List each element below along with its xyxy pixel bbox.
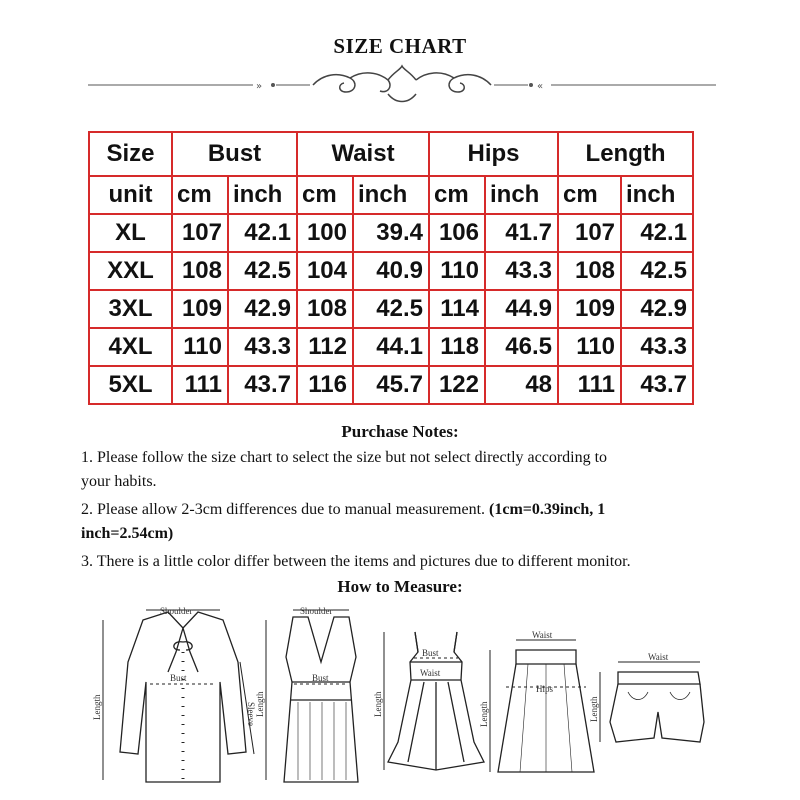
label-shoulder: Shoulder	[300, 606, 333, 616]
value-cell: 43.3	[485, 252, 558, 290]
label-length: Length	[479, 701, 489, 727]
value-cell: 110	[429, 252, 485, 290]
label-bust: Bust	[422, 648, 439, 658]
note-2-text: 2. Please allow 2-3cm differences due to manual measurement.	[81, 501, 490, 518]
value-cell: 110	[172, 328, 228, 366]
value-cell: 108	[297, 290, 353, 328]
value-cell: 111	[558, 366, 621, 404]
size-cell: 5XL	[89, 366, 172, 404]
label-bust: Bust	[170, 673, 187, 683]
label-length: Length	[589, 696, 599, 722]
value-cell: 41.7	[485, 214, 558, 252]
table-row	[89, 290, 693, 328]
value-cell: 114	[429, 290, 485, 328]
unit-row	[89, 176, 693, 214]
header-row	[89, 132, 693, 176]
header-hips: Hips	[429, 132, 558, 176]
unit-cell: inch	[485, 176, 558, 214]
value-cell: 122	[429, 366, 485, 404]
svg-text:»: »	[256, 81, 263, 92]
unit-cell: inch	[228, 176, 297, 214]
header-size: Size	[89, 132, 172, 176]
value-cell: 112	[297, 328, 353, 366]
value-cell: 48	[485, 366, 558, 404]
table-row	[89, 328, 693, 366]
note-2-conversion: (1cm=0.39inch, 1	[489, 501, 606, 518]
table-row	[89, 366, 693, 404]
unit-cell: cm	[429, 176, 485, 214]
unit-cell: inch	[353, 176, 429, 214]
value-cell: 42.1	[228, 214, 297, 252]
label-waist: Waist	[420, 668, 441, 678]
value-cell: 111	[172, 366, 228, 404]
unit-cell: inch	[621, 176, 693, 214]
label-shoulder: Shoulder	[160, 606, 193, 616]
value-cell: 42.9	[228, 290, 297, 328]
label-bust: Bust	[312, 673, 329, 683]
note-1-line-2: your habits.	[81, 473, 157, 490]
value-cell: 42.1	[621, 214, 693, 252]
ornament-divider	[88, 64, 716, 108]
value-cell: 107	[558, 214, 621, 252]
size-chart-table	[88, 131, 694, 405]
value-cell: 109	[558, 290, 621, 328]
value-cell: 107	[172, 214, 228, 252]
value-cell: 44.9	[485, 290, 558, 328]
label-length: Length	[255, 691, 265, 717]
note-2-line-1	[81, 498, 721, 522]
note-2-conversion-cont: inch=2.54cm)	[81, 525, 174, 542]
unit-cell: cm	[172, 176, 228, 214]
value-cell: 43.7	[228, 366, 297, 404]
header-bust: Bust	[172, 132, 297, 176]
value-cell: 116	[297, 366, 353, 404]
label-length: Length	[373, 691, 383, 717]
note-2-line-2	[81, 522, 721, 546]
value-cell: 108	[558, 252, 621, 290]
value-cell: 43.7	[621, 366, 693, 404]
value-cell: 110	[558, 328, 621, 366]
label-waist: Waist	[648, 652, 669, 662]
size-cell: 3XL	[89, 290, 172, 328]
value-cell: 42.5	[228, 252, 297, 290]
blouse-diagram	[103, 610, 254, 782]
skirt-diagram	[490, 640, 594, 772]
unit-cell: cm	[297, 176, 353, 214]
note-1-line-1: 1. Please follow the size chart to select the size but not select directly according to	[81, 449, 608, 466]
page-title: SIZE CHART	[333, 34, 467, 58]
table-row	[89, 214, 693, 252]
tank-diagram	[266, 610, 358, 782]
label-hips: Hips	[536, 684, 554, 694]
svg-text:«: «	[537, 81, 544, 92]
value-cell: 42.5	[621, 252, 693, 290]
value-cell: 106	[429, 214, 485, 252]
header-length: Length	[558, 132, 693, 176]
unit-cell: cm	[558, 176, 621, 214]
value-cell: 44.1	[353, 328, 429, 366]
label-waist: Waist	[532, 630, 553, 640]
label-length: Length	[92, 694, 102, 720]
unit-label: unit	[89, 176, 172, 214]
value-cell: 100	[297, 214, 353, 252]
value-cell: 39.4	[353, 214, 429, 252]
size-cell: XL	[89, 214, 172, 252]
value-cell: 46.5	[485, 328, 558, 366]
value-cell: 42.9	[621, 290, 693, 328]
shorts-diagram	[600, 662, 704, 742]
value-cell: 43.3	[228, 328, 297, 366]
purchase-notes-title: Purchase Notes:	[341, 422, 459, 441]
table-row	[89, 252, 693, 290]
value-cell: 108	[172, 252, 228, 290]
measurement-diagrams	[88, 602, 708, 792]
value-cell: 43.3	[621, 328, 693, 366]
header-waist: Waist	[297, 132, 429, 176]
value-cell: 40.9	[353, 252, 429, 290]
value-cell: 118	[429, 328, 485, 366]
label-sleeve: Sleeve	[246, 702, 256, 726]
value-cell: 109	[172, 290, 228, 328]
size-cell: 4XL	[89, 328, 172, 366]
value-cell: 45.7	[353, 366, 429, 404]
how-to-measure-title: How to Measure:	[337, 577, 463, 596]
value-cell: 104	[297, 252, 353, 290]
value-cell: 42.5	[353, 290, 429, 328]
note-3: 3. There is a little color differ between the items and pictures due to different monitor.	[81, 553, 631, 570]
size-cell: XXL	[89, 252, 172, 290]
